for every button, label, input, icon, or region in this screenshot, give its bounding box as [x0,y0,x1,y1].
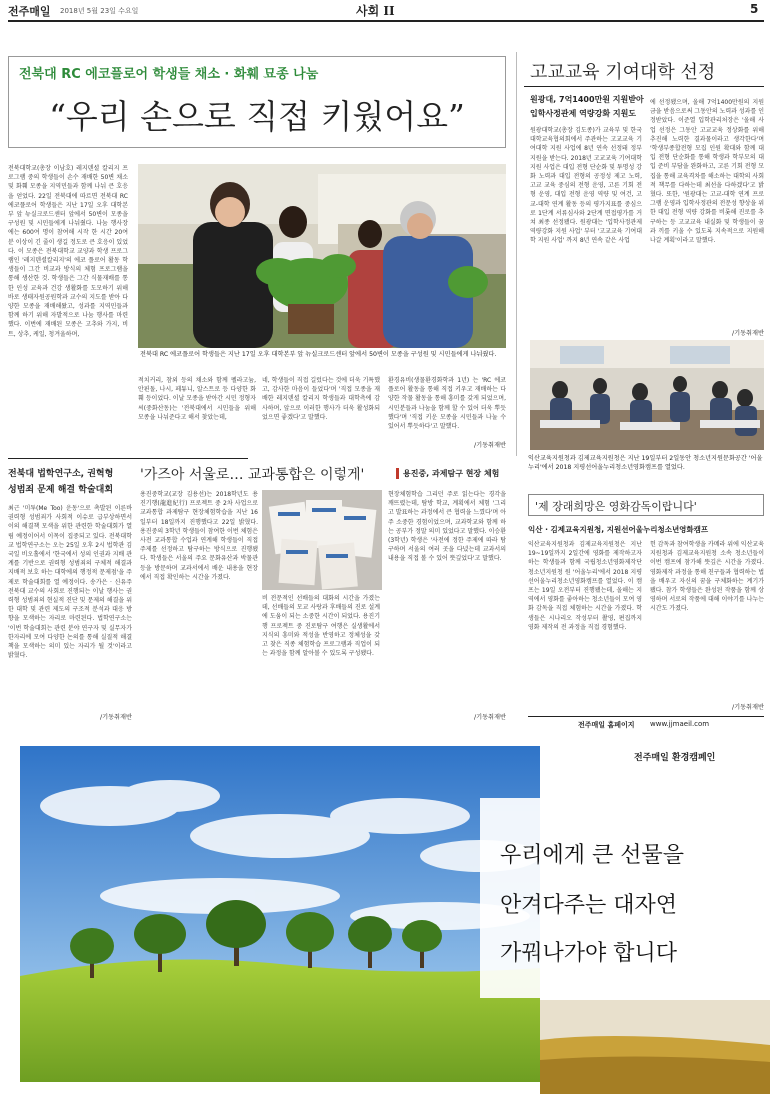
story4-title: '가즈아 서울로… 교과통합은 이렇게' [140,467,365,483]
story2-column-1: 원광대학교(총장 김도종)가 교육부 및 한국대학교육협의회에서 주관하는 고교교육 기여대학 지원 사업에 8년 연속 선정돼 정부 지원을 받는다. 2018년 고교교육 기여대학 지원 사업은 대입 전형 단순화 및 투명성 강화 노력과 대입 전형의 공정성 제고 노력, 고교 교육 중심의 전형 운영, 고른 기회 전형 운영, 대입 전형 운영 역량 및 여건, 고교-대학 연계 활동 등의 평가지표를 중심으로 1단계 서류심사와 2단계 면접평가를 거쳐 최종 선정됐다. 원광대는 '입학사정관제 역량강화 지원 사업' 부터 '고교교육 기여대학 지원 사업' 까지 8년 연속 같은 사업 [530,127,642,245]
story5-column-1: 익산교육지원청과 김제교육지원청은 지난 19~19일까지 2일간에 영화를 제작하고자 하는 학생들과 함께 국립청소년영화제작단 청소년지원청 원 '어울누리'에서 2018 지평선어울누리청소년영화캠프를 열었다. 이 캠프는 19일 오전부터 진행됐는데, 올해는 지역에서 영화를 좋아하는 청소년들이 모여 영화 감독을 직접 체험하는 시간을 가졌다. 학생들은 시나리오 작성부터 촬영, 편집까지 영화 제작의 전 과정을 직접 경험했다. [528,541,642,631]
page-number: 5 [750,2,759,16]
masthead-logo: 전주매일 [8,5,51,18]
story4-column-1: 용진중학교(교장 김용선)는 2018학년도 용진기행(龍進紀行) 프로젝트 중 2차 사업으로 교과통합 과제탐구 현장체험학습을 지난 16일부터 18일까지 진행했다고 22일 밝혔다. 용진중의 3학년 학생들이 참여한 이번 체험은 사전 교과통합 수업과 연계해 학생들이 직접 주제를 선정하고 탐구하는 방식으로 진행됐다. 학생들은 서울의 주요 문화유산과 박물관 등을 방문하며 교과서에서 배운 내용을 현장에서 직접 확인하는 시간을 가졌다. [140,491,258,581]
story5-column-2: 헌 감독과 참여학생을 카메라 위에 익산교육지원청과 김제교육지원청 소속 청소년들이 이번 캠프에 참가해 뜻깊은 시간을 가졌다. 영화제작 과정을 통해 친구들과 협력하는 법을 배우고 자신의 꿈을 구체화하는 계기가 됐다. 참가 학생들은 완성된 작품을 함께 상영하며 서로의 작품에 대해 이야기를 나누는 시간도 가졌다. [650,541,764,613]
autumn-field-illustration [540,1000,770,1094]
homepage-bar [528,719,764,731]
film-camp-classroom-illustration [530,340,764,450]
story3-byline: /기동취재반 [100,714,132,721]
story3-body: 최근 '미투(Me Too) 운동'으로 촉발된 이른바 권력형 성범죄가 사회적 이슈로 급부상하면서 이의 해결책 모색을 위한 관련한 학술대회가 열림 예정이어서 이목이 집중되고 있다. 전북대학교 법학연구소는 오는 25일 오후 2시 법학관 김국일 비오홀에서 '한국에서 성의 인권과 지배 관계를 기반으로 권력형 성범죄의 구체적 해결과 지배적 보호 하는 대학에의 행정적 문제점'을 주제로 학술대회를 열 예정이다. 송가은 · 신유주 전북대 교수의 사회로 진행되는 이날 행사는 권력형 성범죄의 현실적 진단 및 문제의 해결을 위한 대학 및 관련 제도의 구조적 분석과 대응 방향을 모색하는 자리로 마련된다. 법학연구소는 '이번 학술대회는 관련 분야 연구자 및 실무자가 한자리에 모여 다양한 논의를 통해 실질적 해결책을 모색하는 의미 있는 자리가 될 것'이라고 밝혔다. [8,505,132,660]
story5-byline: /기동취재반 [732,704,764,711]
story1-column-4: 환경유비(생물환경화학과 1년) 는 'RC 에코플로어 활동을 통해 직접 키우고 재배하는 다양한 작물 활동을 통해 흥미를 갖게 되었으며, 시민분들과 나눔을 함께 할 수 있어 더욱 뿌듯했다'며 '직접 키운 모종을 시민들과 나눌 수 있어서 뿌듯하다'고 말했다. [388,377,506,431]
story2-subtitle-2: 입학사정관제 역량강화 지원도 [530,109,637,118]
story1-title: “우리 손으로 직접 키웠어요” [49,97,465,136]
homepage-rule [528,716,764,717]
story1-column-2: 적치커리, 참외 등의 채소와 함께 펠라고늄, 안핀돌, 나시, 페튜니, 알스트로 등 다양한 화훼 등이었다. 이날 모종을 받아간 시민 정형자씨(중화산동)는 '전북대에서 시민들을 위해 모종을 나눠준다고 해서 찾았는데, [138,377,256,421]
story4-photo [262,490,382,590]
nature-landscape-illustration [20,746,540,1082]
story1-byline: /기동취재반 [474,442,506,449]
story4-subtitle-text: 용진중, 과제탐구 현장 체험 [403,469,500,478]
masthead-rule [8,20,764,22]
story2-title: 고교교육 기여대학 선정 [530,62,716,83]
story5-title-box [528,494,764,516]
ad-slogan-line-1: 우리에게 큰 선물을 [500,843,685,868]
homepage-url[interactable]: www.jjmaeil.com [650,720,710,728]
story1-headline-box [8,56,506,148]
story1-headline: 전북대 RC 에코플로어 학생들 채소 · 화훼 묘종 나눔 [19,67,319,82]
story1-column-3: 네, 학생들이 직접 길렀다는 것에 더욱 기특했고, 감사한 마음이 들었다'며 '직접 모종을 재배한 레지덴셜 칼리지 학생들과 대학측에 감사하며, 앞으로 이러한 행사가 더욱 활성화되었으면 좋겠다'고 말했다. [262,377,380,421]
ad-slogan-line-3: 가꿔나가야 합니다 [500,941,678,966]
ad-slogan-line-2: 안겨다주는 대자연 [500,893,678,918]
column-divider [516,52,517,456]
story2-byline: /기동취재반 [732,330,764,337]
story5-title: '제 장래희망은 영화감독이랍니다' [535,500,697,513]
section-name: 사회 II [356,4,395,18]
story2-subtitle-1: 원광대, 7억1400만원 지원받아 [530,95,644,104]
masthead [0,0,770,20]
story3-title-2: 성범죄 문제 해결 학술대회 [8,485,114,495]
story4-subtitle [396,468,499,479]
story2-rule [524,86,764,87]
ad-campaign-label: 전주매일 환경캠페인 [634,753,716,763]
masthead-date: 2018년 5월 23일 수요일 [60,7,139,15]
environment-campaign-ad [0,738,770,1094]
story4-column-2: 비 전문적인 선배들의 대화의 시간을 가졌는데, 선배들의 모교 사랑과 후배들의 진로 설계에 도움이 되는 소중한 시간이 되었다. 용진기행 프로젝트 중 진로탐구 여행은 실생활에서 지식의 흥미와 적성을 반영하고 정체성을 갖고 찾은 직종 체험학습 프로그램과 직업이 되는 과정을 함께 알아볼 수 있도록 구성됐다. [262,595,380,658]
story3-top-rule [8,458,248,459]
story1-photo [138,164,506,348]
booklets-illustration [262,490,382,590]
story5-subtitle: 익산 · 김제교육지원청, 지원선어울누리청소년영화캠프 [528,525,709,534]
story1-photo-caption: 전북대 RC 에코플로어 학생들은 지난 17일 오후 대학본부 앞 뉴실크로드센터 앞에서 50변이 모종을 구성원 및 시민들에게 나눠줬다. [140,351,497,358]
story5-photo [530,340,764,450]
seedling-sharing-illustration [138,164,506,348]
story1-column-1: 전북대학교(총장 이남호) 레지덴셜 칼리지 프로그램 중의 학생들이 손수 재배한 50변 채소 및 화훼 모종을 지역민들과 함께 나눠 큰 호응을 얻었다. 22일 전북대에 따르면 전북대 RC 에코플로어 학생들은 지난 17일 오후 대학본부 앞 뉴실크로드센터 앞에서 50변이 모종을 구성원 및 시민들에게 나눠줬다. 나눔 행사장에는 600여 명이 참여해 시작 한 시간 20여 분 이상이 긴 줄이 생길 정도로 큰 호응이 있었다. 이 모종은 전북대학교 교양과 학생 프로그램인 '레지덴셜칼리지'의 에코 플로어 활동 학생들이 그간 비교과 방식의 체험 프로그램을 통해 생산한 것. 학생들은 그간 식물재배를 통한 인성 교육과 건강 생활화를 도모하기 위해 바로 생태자원공원학과 교수의 지도를 받아 다양한 모종을 재배해왔고, 성과를 지역민들과 함께 하기 위해 자발적으로 나눔 행사를 마련했다. 이번에 재배된 모종은 고추와 가지, 비트, 상추, 케일, 청겨울하며, [8,165,128,338]
story4-byline: /기동취재반 [474,714,506,721]
story5-photo-caption: 익산교육지원청과 김제교육지원청은 지난 19일부터 2일동안 청소년지원문화공간 '어울누리'에서 2018 지평선어울누리청소년영화캠프를 열었다. [528,455,763,471]
story3-title-1: 전북대 법학연구소, 권혁형 [8,469,114,479]
homepage-label: 전주매일 홈페이지 [578,721,635,729]
story2-column-2: 에 선정됐으며, 올해 7억1400만원의 지원금을 받음으로써 그동안의 노력과 성과를 인정받았다. 이준열 입학관리처장은 '올해 사업 선정은 그동안 고교교육 정상화를 위해 추진해 노력한 결과물이라고 생각한다'며 '학생부종합전형 모집 인원 확대와 함께 대입 전형 단순화를 통해 학생과 학부모의 대입 준비 부담을 완화하고, 고른 기회 전형 모집을 통해 교육격차를 해소하는 대학의 사회적 책무를 다하는데 최선을 다하겠다'고 밝혔다. 또한, '원광대는 고교-대학 연계 프로그램 운영과 입학사정관의 전문성 향상을 위한 대입 전형 역량 강화를 비롯해 진로를 추구하는 등 고교교육 내실화 및 학생들이 꿈과 끼를 키울 수 있도록 지속적으로 지원해 나갈 계획'이라고 말했다. [650,99,764,245]
story4-column-3: 현장체험학습 그리던 주로 읽는다는 경각을 깨뜨렸는데, 탐방 학교, 계획에서 체험 '그리고 발표하는 과정에서 큰 협력을 느꼈다'며 아주 소중한 경험이었으며, 교과학교와 함께 하는 공부가 정말 의미 있었다고 말했다. 이승환(3학년) 학생은 '사전에 정한 주제에 따라 탐구하며 서울의 여러 곳을 다녔는데 교과서의 내용을 직접 볼 수 있어 뜻깊었다'고 말했다. [388,491,506,563]
